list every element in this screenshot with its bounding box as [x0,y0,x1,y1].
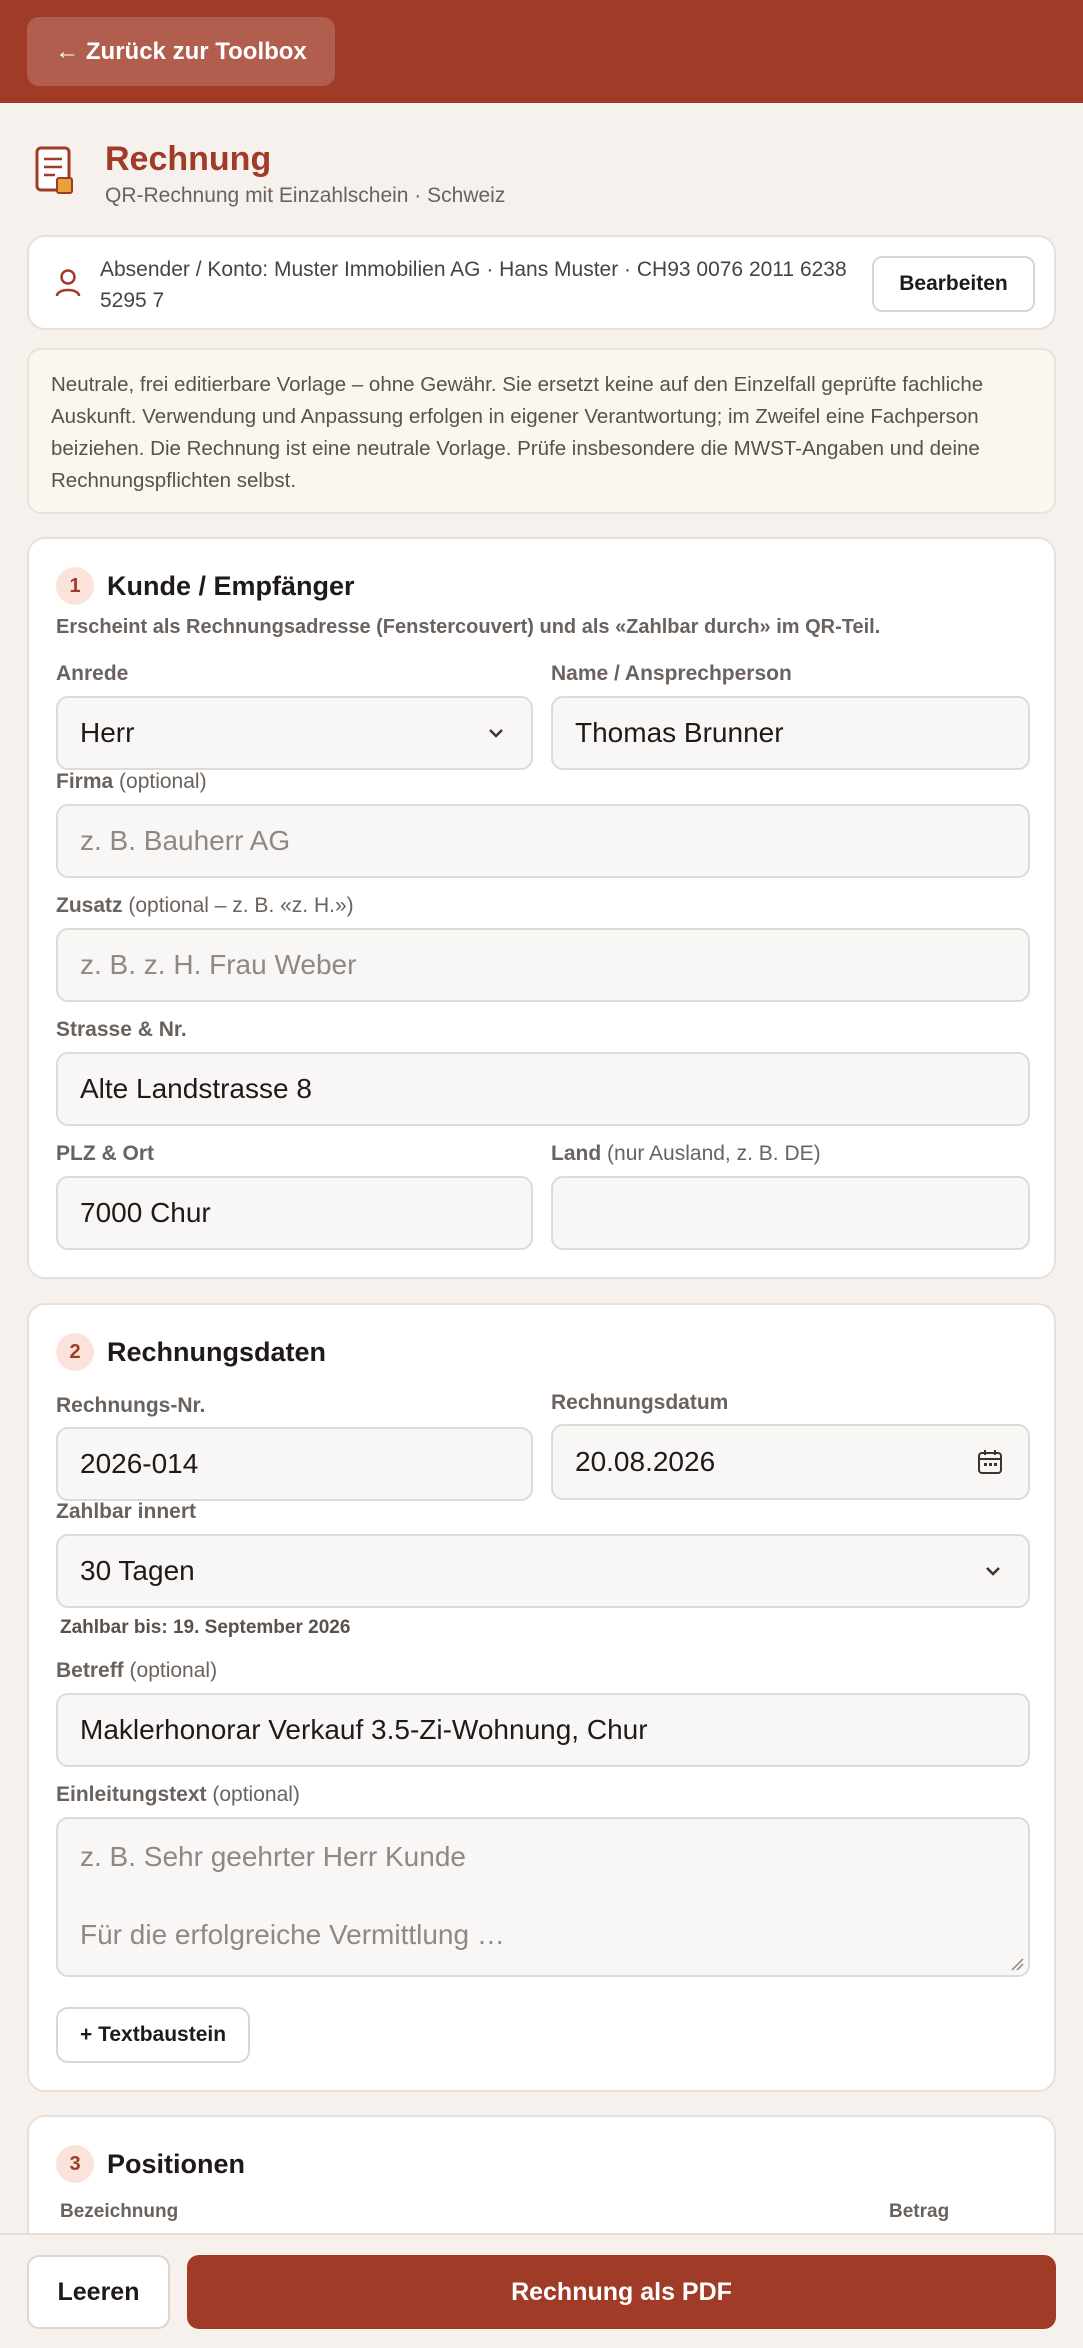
section-header [56,1332,326,1372]
invoice-number-label: Rechnungs-Nr. [56,1394,206,1417]
name-input[interactable] [551,696,1030,770]
intro-placeholder-line-1: z. B. Sehr geehrter Herr Kunde [80,1841,466,1872]
subject-label-text: Betreff [56,1659,124,1682]
invoice-date-label: Rechnungsdatum [551,1391,729,1414]
invoice-document-icon [35,146,75,196]
payment-term-value: 30 Tagen [80,1555,195,1586]
land-label [551,1142,821,1166]
column-header-description: Bezeichnung [60,2201,179,2222]
land-optional-hint: (nur Ausland, z. B. DE) [607,1142,821,1165]
payment-term-label: Zahlbar innert [56,1500,197,1523]
bottom-action-bar [0,2233,1083,2348]
subject-label [56,1659,217,1683]
edit-sender-button[interactable]: Bearbeiten [872,256,1035,312]
disclaimer-notice: Neutrale, frei editierbare Vorlage – ohne Gewähr. Sie ersetzt keine auf den Einzelfall geprüfte fachliche Auskunft. Verwendung und Anpassung erfolgen in eigener Verantwortung; im Zweifel eine Fachperson beiziehen. Die Rechnung ist eine neutrale Vorlage. Prüfe insbesondere die MWST-Angaben und deine Rechnungspflichten selbst. [27,348,1056,514]
back-to-toolbox-button[interactable]: ← Zurück zur Toolbox [27,17,335,86]
firma-label [56,770,207,794]
invoice-number-input[interactable] [56,1427,533,1501]
clear-button[interactable]: Leeren [27,2255,170,2329]
intro-textarea[interactable] [56,1817,1030,1977]
plz-ort-value: 7000 Chur [80,1197,211,1228]
intro-optional-hint: (optional) [212,1783,300,1806]
calendar-icon[interactable] [976,1448,1004,1476]
land-input[interactable] [551,1176,1030,1250]
subject-optional-hint: (optional) [129,1659,218,1682]
section-description: Erscheint als Rechnungsadresse (Fenstercouvert) und als «Zahlbar durch» im QR-Teil. [56,616,881,638]
name-value: Thomas Brunner [575,717,784,748]
firma-optional-hint: (optional) [119,770,207,793]
plz-ort-input[interactable] [56,1176,533,1250]
sender-info: Absender / Konto: Muster Immobilien AG · Hans Muster · CH93 0076 2011 6238 5295 7 [100,258,847,312]
section-invoice-data [27,1303,1056,2092]
person-icon [53,267,83,299]
section-number: 2 [56,1333,94,1371]
add-text-block-button[interactable]: + Textbaustein [56,2007,250,2063]
intro-label-text: Einleitungstext [56,1783,207,1806]
anrede-select[interactable] [56,696,533,770]
section-customer [27,537,1056,1279]
resize-handle-icon[interactable] [1010,1957,1024,1971]
intro-placeholder-line-2: Für die erfolgreiche Vermittlung … [80,1919,505,1950]
column-header-amount: Betrag [889,2201,950,2222]
page-header [27,140,1057,210]
payment-term-select[interactable] [56,1534,1030,1608]
invoice-date-input[interactable] [551,1424,1030,1500]
plz-ort-label: PLZ & Ort [56,1142,154,1165]
subject-value: Maklerhonorar Verkauf 3.5-Zi-Wohnung, Chur [80,1714,648,1745]
zusatz-input[interactable] [56,928,1030,1002]
sender-card [27,235,1056,330]
section-number: 3 [56,2145,94,2183]
section-title: Positionen [107,2148,246,2179]
strasse-label: Strasse & Nr. [56,1018,187,1041]
strasse-value: Alte Landstrasse 8 [80,1073,312,1104]
intro-text-label [56,1783,300,1807]
section-header [56,2144,245,2184]
invoice-date-value: 20.08.2026 [575,1446,716,1477]
page-subtitle: QR-Rechnung mit Einzahlschein · Schweiz [105,184,506,207]
zusatz-placeholder: z. B. z. H. Frau Weber [80,949,357,980]
due-date-hint: Zahlbar bis: 19. September 2026 [60,1617,351,1638]
land-label-text: Land [551,1142,602,1165]
anrede-value: Herr [80,717,135,748]
export-pdf-button[interactable]: Rechnung als PDF [187,2255,1056,2329]
section-title: Rechnungsdaten [107,1336,327,1367]
top-bar [0,0,1083,103]
section-number: 1 [56,567,94,605]
page-title: Rechnung [105,140,272,178]
anrede-label: Anrede [56,662,129,685]
chevron-down-icon [984,1564,1002,1578]
zusatz-optional-hint: (optional – z. B. «z. H.») [128,894,354,917]
strasse-input[interactable] [56,1052,1030,1126]
subject-input[interactable] [56,1693,1030,1767]
firma-label-text: Firma [56,770,114,793]
firma-placeholder: z. B. Bauherr AG [80,825,291,856]
chevron-down-icon [487,726,505,740]
firma-input[interactable] [56,804,1030,878]
section-title: Kunde / Empfänger [107,570,355,601]
section-header [56,566,355,606]
invoice-number-value: 2026-014 [80,1448,199,1479]
zusatz-label-text: Zusatz [56,894,123,917]
zusatz-label [56,894,354,918]
name-label: Name / Ansprechperson [551,662,792,685]
